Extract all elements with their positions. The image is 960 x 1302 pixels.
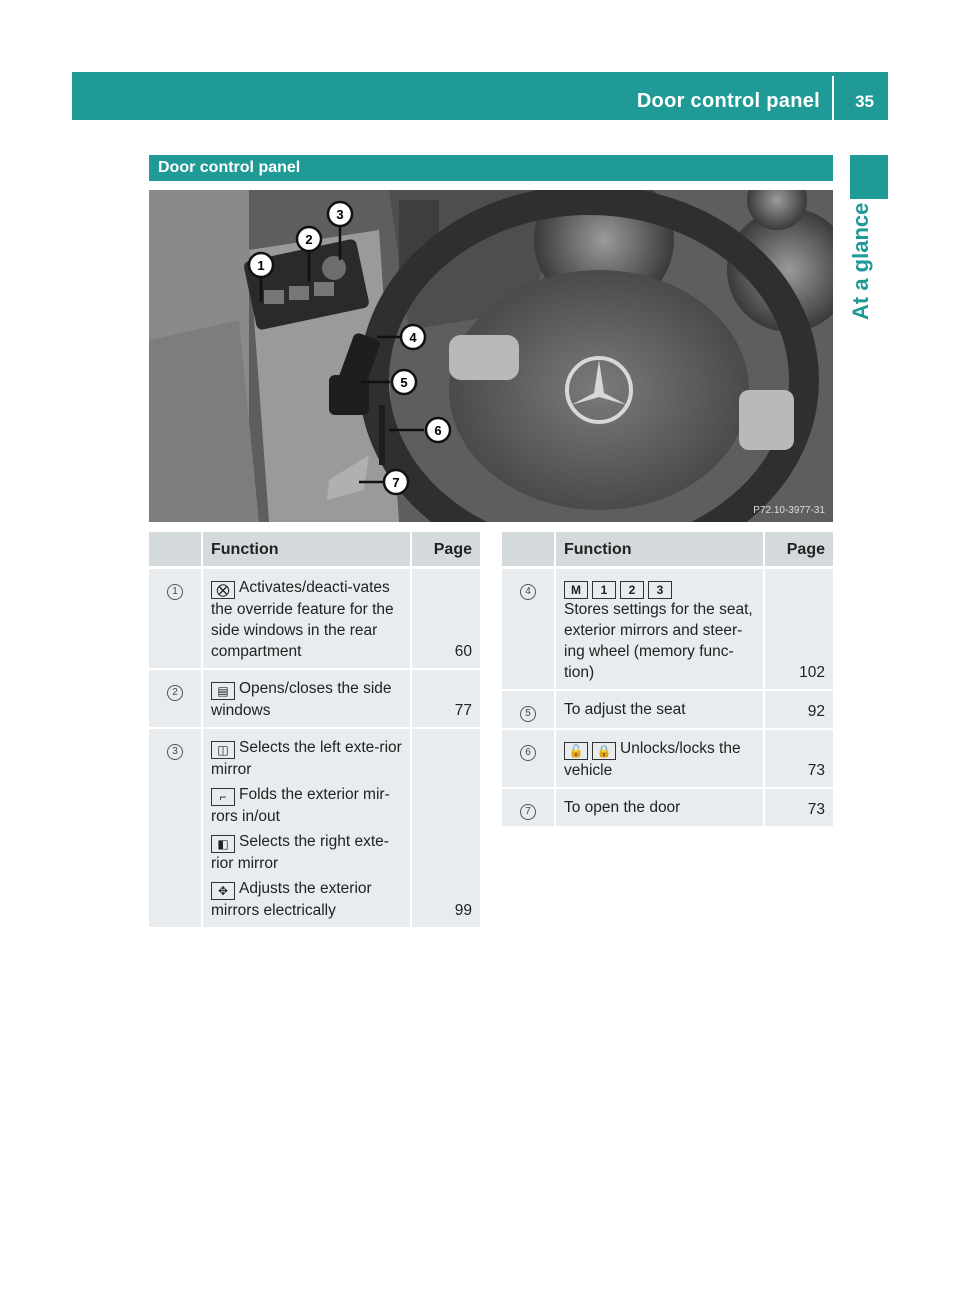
page-ref: 99 — [412, 729, 480, 929]
page-ref: 73 — [765, 730, 833, 789]
header-page: Page — [765, 532, 833, 569]
row-number: 3 — [167, 744, 183, 760]
header-function: Function — [554, 532, 765, 569]
table-row — [502, 730, 833, 789]
callout-3-label: 3 — [336, 207, 344, 222]
chapter-side-label: At a glance — [848, 202, 873, 320]
photo-illustration — [149, 190, 833, 522]
function-text: Unlocks/locks the vehicle — [564, 740, 741, 779]
function-table-left — [149, 532, 480, 929]
function-text: Opens/closes the side windows — [211, 680, 392, 719]
callout-6-label: 6 — [434, 423, 442, 438]
section-heading-bar — [149, 155, 833, 181]
memory-button-icon: M — [564, 581, 588, 599]
row-number: 1 — [167, 584, 183, 600]
child-lock-icon: ⛒ — [211, 581, 235, 599]
table-header-row — [502, 532, 833, 569]
running-header-title: Door control panel — [636, 90, 820, 112]
function-text: Adjusts the exterior mirrors electrically — [211, 880, 372, 919]
table-row — [502, 569, 833, 691]
page-ref: 102 — [765, 569, 833, 691]
function-text: Selects the right exte-rior mirror — [211, 833, 389, 872]
table-row — [502, 789, 833, 828]
table-row — [149, 670, 480, 729]
page-ref: 73 — [765, 789, 833, 828]
page-ref: 60 — [412, 569, 480, 670]
lock-icon: 🔒 — [592, 742, 616, 760]
function-table-right — [502, 532, 833, 828]
callout-7 — [384, 470, 408, 494]
callout-2 — [297, 227, 321, 251]
mirror-right-icon: ◧ — [211, 835, 235, 853]
callout-4-label: 4 — [409, 330, 417, 345]
window-icon: ▤ — [211, 682, 235, 700]
row-number: 2 — [167, 685, 183, 701]
memory-position-1-icon: 1 — [592, 581, 616, 599]
row-number: 5 — [520, 706, 536, 722]
page-number: 35 — [855, 92, 874, 111]
page-ref: 77 — [412, 670, 480, 729]
memory-position-2-icon: 2 — [620, 581, 644, 599]
function-text: To adjust the seat — [554, 691, 765, 730]
function-text: Stores settings for the seat, exterior mirrors and steer-ing wheel (memory func-tion) — [564, 601, 753, 681]
callout-1 — [249, 253, 273, 277]
section-title: Door control panel — [158, 159, 301, 176]
mirror-adjust-icon: ✥ — [211, 882, 235, 900]
row-number: 4 — [520, 584, 536, 600]
table-row — [149, 729, 480, 929]
callout-2-label: 2 — [305, 232, 313, 247]
function-text: Selects the left exte-rior mirror — [211, 739, 402, 778]
function-text: Folds the exterior mir-rors in/out — [211, 786, 390, 825]
side-tab-marker — [850, 155, 888, 199]
running-header — [72, 72, 888, 120]
memory-position-3-icon: 3 — [648, 581, 672, 599]
header-separator — [832, 76, 834, 120]
function-text: To open the door — [554, 789, 765, 828]
row-number: 6 — [520, 745, 536, 761]
header-function: Function — [201, 532, 412, 569]
table-row — [502, 691, 833, 730]
page-ref: 92 — [765, 691, 833, 730]
callout-5-label: 5 — [400, 375, 408, 390]
table-header-row — [149, 532, 480, 569]
header-num — [149, 532, 201, 569]
header-page: Page — [412, 532, 480, 569]
callout-7-label: 7 — [392, 475, 400, 490]
callout-6 — [426, 418, 450, 442]
header-num — [502, 532, 554, 569]
callout-3 — [328, 202, 352, 226]
door-control-panel-photo — [149, 190, 833, 522]
unlock-icon: 🔓 — [564, 742, 588, 760]
table-row — [149, 569, 480, 670]
function-text: Activates/deacti-vates the override feature for the side windows in the rear compartment — [211, 579, 394, 660]
mirror-left-icon: ◫ — [211, 741, 235, 759]
callout-5 — [392, 370, 416, 394]
callout-1-label: 1 — [257, 258, 265, 273]
callout-4 — [401, 325, 425, 349]
figure-id: P72.10-3977-31 — [753, 505, 825, 516]
row-number: 7 — [520, 804, 536, 820]
mirror-fold-icon: ⌐ — [211, 788, 235, 806]
